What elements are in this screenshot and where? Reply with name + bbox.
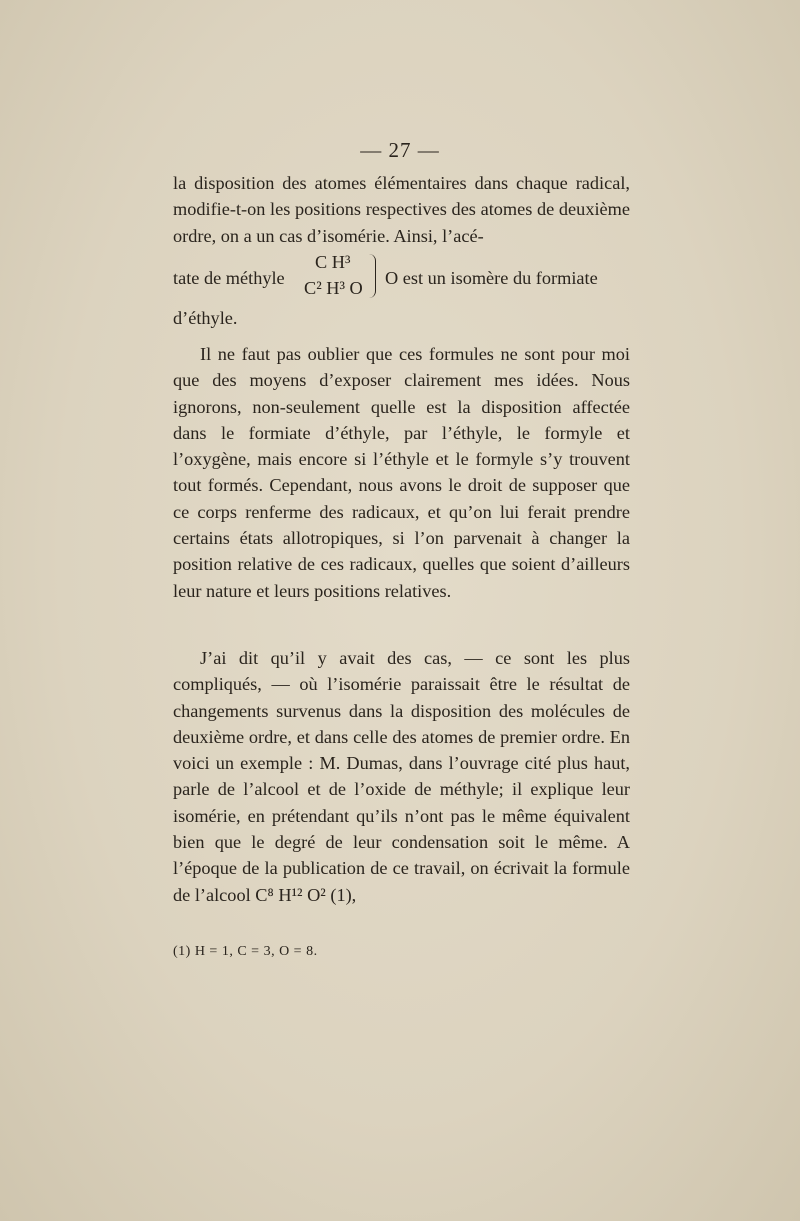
formula-bottom: C² H³ O: [304, 278, 363, 298]
paragraph-1-start: [173, 170, 630, 249]
paragraph-text: d’éthyle.: [173, 308, 238, 328]
formula-line: [173, 252, 630, 306]
page-number: — 27 —: [360, 138, 440, 162]
paragraph-text: la disposition des atomes élémentaires dans chaque radical, modifie-t-on les positions respectives des atomes de deuxième ordre, on a un cas d’isomérie. Ainsi, l’acé-: [173, 173, 630, 246]
paragraph-2: [173, 341, 630, 604]
paragraph-1-end: [173, 305, 630, 331]
formula-top: C H³: [315, 252, 351, 272]
formula-brace: [369, 254, 376, 298]
paragraph-text: J’ai dit qu’il y avait des cas, — ce sont les plus compliqués, — où l’isomérie paraissait être le résultat de changements survenus dans la disposition des molécules de deuxième ordre, et dans celle des atomes de premier ordre. En voici un exemple : M. Dumas, dans l’ouvrage cité plus haut, parle de l’alcool et de l’oxide de méthyle; il explique leur isomérie, en prétendant qu’ils n’ont pas le même équivalent bien que le degré de leur condensation soit le même. A l’époque de la publication de ce travail, on écrivait la formule de l’alcool C⁸ H¹² O² (1),: [173, 648, 630, 905]
formula-suffix: O est un isomère du formiate: [385, 268, 598, 288]
paragraph-3: [173, 645, 630, 908]
formula-prefix: tate de méthyle: [173, 268, 285, 288]
footnote: (1) H = 1, C = 3, O = 8.: [173, 944, 318, 959]
paragraph-text: Il ne faut pas oublier que ces formules ne sont pour moi que des moyens d’exposer clairement mes idées. Nous ignorons, non-seulement quelle est la disposition affectée dans le formiate d’éthyle, par l’éthyle, le formyle et l’oxygène, mais encore si l’éthyle et le formyle s’y trouvent tout formés. Cependant, nous avons le droit de supposer que ce corps renferme des radicaux, et qu’on lui ferait prendre certains états allotropiques, si l’on parvenait à changer la position relative de ces radicaux, quelles que soient d’ailleurs leur nature et leurs positions relatives.: [173, 344, 630, 601]
